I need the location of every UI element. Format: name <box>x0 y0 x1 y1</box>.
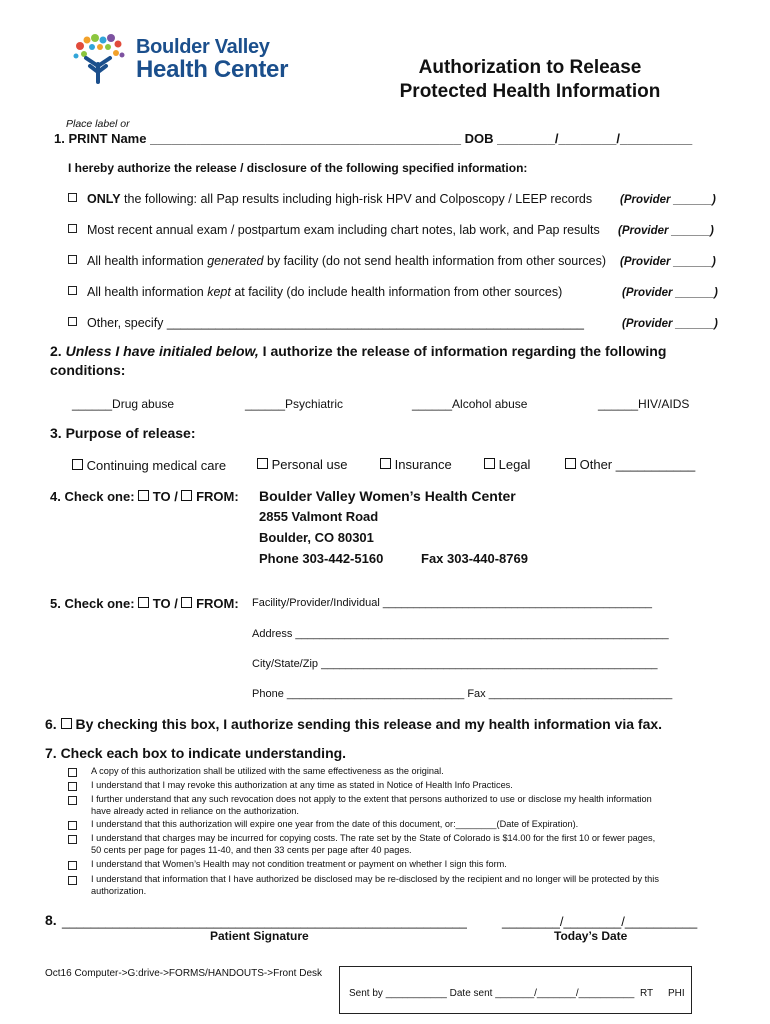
purpose-legal[interactable]: Legal <box>484 457 530 472</box>
checkbox[interactable] <box>68 286 77 295</box>
checkbox[interactable] <box>68 861 77 870</box>
checkbox[interactable] <box>257 458 268 469</box>
org-name: Boulder Valley Women’s Health Center <box>259 488 516 504</box>
sent-by-field[interactable]: Sent by ___________ Date sent _______/_______/__________ <box>349 988 635 999</box>
section-4-check: 4. Check one: TO / FROM: <box>50 489 239 504</box>
rt-label: RT <box>640 988 654 999</box>
section-7-heading: 7. Check each box to indicate understanding. <box>45 745 347 761</box>
understanding-item: I understand that information that I have authorized be disclosed may be re-disclosed by the recipient and no longer will be protected by this <box>91 874 659 884</box>
understanding-item: I understand that Women’s Health may not condition treatment or payment on whether I sign this form. <box>91 859 507 869</box>
logo <box>70 32 300 84</box>
phi-label: PHI <box>668 988 685 999</box>
org-phone: Phone 303-442-5160 <box>259 551 384 566</box>
condition-psychiatric[interactable]: ______Psychiatric <box>245 397 344 411</box>
section-2-heading-line2: conditions: <box>50 362 126 378</box>
section-6-fax-consent[interactable]: 6. By checking this box, I authorize sending this release and my health information via fax. <box>45 716 663 732</box>
understanding-item-cont: 50 cents per page for pages 11-40, and then 33 cents per page after 40 pages. <box>91 845 412 855</box>
provider-field[interactable]: (Provider ______) <box>620 194 716 206</box>
authorize-text: I hereby authorize the release / disclosure of the following specified information: <box>68 161 528 175</box>
city-state-zip-field[interactable]: City/State/Zip _______________________________________________________ <box>252 658 658 670</box>
provider-field[interactable]: (Provider ______) <box>622 318 718 330</box>
condition-alcohol-abuse[interactable]: ______Alcohol abuse <box>412 397 528 411</box>
info-item-generated[interactable]: All health information generated by facility (do not send health information from other sources) <box>68 254 606 268</box>
place-label-text: Place label or <box>66 118 130 130</box>
tree-logo-icon <box>70 32 132 84</box>
to-checkbox[interactable] <box>138 597 149 608</box>
info-item-only[interactable]: ONLY the following: all Pap results including high-risk HPV and Colposcopy / LEEP records <box>68 192 592 206</box>
checkbox[interactable] <box>68 796 77 805</box>
checkbox[interactable] <box>68 835 77 844</box>
understanding-item: I understand that this authorization will expire one year from the date of this document, or:________(Date of Expiration). <box>91 819 579 829</box>
org-city: Boulder, CO 80301 <box>259 530 374 545</box>
info-item-annual-exam[interactable]: Most recent annual exam / postpartum exam including chart notes, lab work, and Pap results <box>68 223 600 237</box>
understanding-item-cont: have already acted in reliance on the authorization. <box>91 806 299 816</box>
checkbox[interactable] <box>68 768 77 777</box>
facility-field[interactable]: Facility/Provider/Individual ____________________________________________ <box>252 597 653 609</box>
section-8-num: 8. <box>45 912 57 928</box>
provider-field[interactable]: (Provider ______) <box>618 225 714 237</box>
logo-line2: Health Center <box>136 56 289 83</box>
section-3-heading: 3. Purpose of release: <box>50 425 196 441</box>
title-line1: Authorization to Release <box>418 57 642 78</box>
checkbox[interactable] <box>380 458 391 469</box>
purpose-other[interactable]: Other ___________ <box>565 457 695 472</box>
checkbox[interactable] <box>68 224 77 233</box>
understanding-item: I further understand that any such revocation does not apply to the extent that persons authorized to use or disclose my health information <box>91 794 652 804</box>
condition-drug-abuse[interactable]: ______Drug abuse <box>72 397 175 411</box>
info-item-other[interactable]: Other, specify ____________________________________________________________ <box>68 316 584 330</box>
provider-field[interactable]: (Provider ______) <box>620 256 716 268</box>
understanding-item: I understand that I may revoke this authorization at any time as stated in Notice of Health Info Practices. <box>91 780 513 790</box>
todays-date-label: Today’s Date <box>554 929 628 943</box>
checkbox[interactable] <box>68 317 77 326</box>
section-5-check: 5. Check one: TO / FROM: <box>50 596 239 611</box>
checkbox[interactable] <box>72 459 83 470</box>
from-checkbox[interactable] <box>181 490 192 501</box>
print-name-dob-field[interactable]: 1. PRINT Name ___________________________________________ DOB ________/________/__________ <box>54 131 693 146</box>
fax-consent-checkbox[interactable] <box>61 718 72 729</box>
condition-hiv-aids[interactable]: ______HIV/AIDS <box>598 397 690 411</box>
understanding-item-cont: authorization. <box>91 886 147 896</box>
phone-fax-field[interactable]: Phone _____________________________ Fax ______________________________ <box>252 688 673 700</box>
org-address: 2855 Valmont Road <box>259 509 379 524</box>
section-2-heading: 2. Unless I have initialed below, I authorize the release of information regarding the following <box>50 343 667 359</box>
checkbox[interactable] <box>68 782 77 791</box>
info-item-kept[interactable]: All health information kept at facility (do include health information from other sources) <box>68 285 562 299</box>
from-checkbox[interactable] <box>181 597 192 608</box>
title-line2: Protected Health Information <box>399 81 661 102</box>
understanding-item: A copy of this authorization shall be utilized with the same effectiveness as the original. <box>91 766 444 776</box>
page-title <box>380 56 680 104</box>
org-fax: Fax 303-440-8769 <box>421 551 528 566</box>
checkbox[interactable] <box>484 458 495 469</box>
understanding-item: I understand that charges may be incurred for copying costs. The rate set by the State of Colorado is $14.00 for the first 10 or fewer pages, <box>91 833 656 843</box>
purpose-insurance[interactable]: Insurance <box>380 457 452 472</box>
purpose-continuing-care[interactable]: Continuing medical care <box>72 458 226 473</box>
checkbox[interactable] <box>68 821 77 830</box>
checkbox[interactable] <box>565 458 576 469</box>
todays-date-line[interactable]: ________/________/__________ <box>502 914 698 929</box>
logo-line1: Boulder Valley <box>136 36 270 58</box>
signature-label: Patient Signature <box>210 929 309 943</box>
checkbox[interactable] <box>68 876 77 885</box>
provider-field[interactable]: (Provider ______) <box>622 287 718 299</box>
checkbox[interactable] <box>68 193 77 202</box>
form-path-text: Oct16 Computer->G:drive->FORMS/HANDOUTS->Front Desk <box>45 968 323 979</box>
checkbox[interactable] <box>68 255 77 264</box>
to-checkbox[interactable] <box>138 490 149 501</box>
purpose-personal-use[interactable]: Personal use <box>257 457 348 472</box>
address-field[interactable]: Address _____________________________________________________________ <box>252 628 669 640</box>
signature-line[interactable]: ________________________________________________________ <box>62 914 467 929</box>
